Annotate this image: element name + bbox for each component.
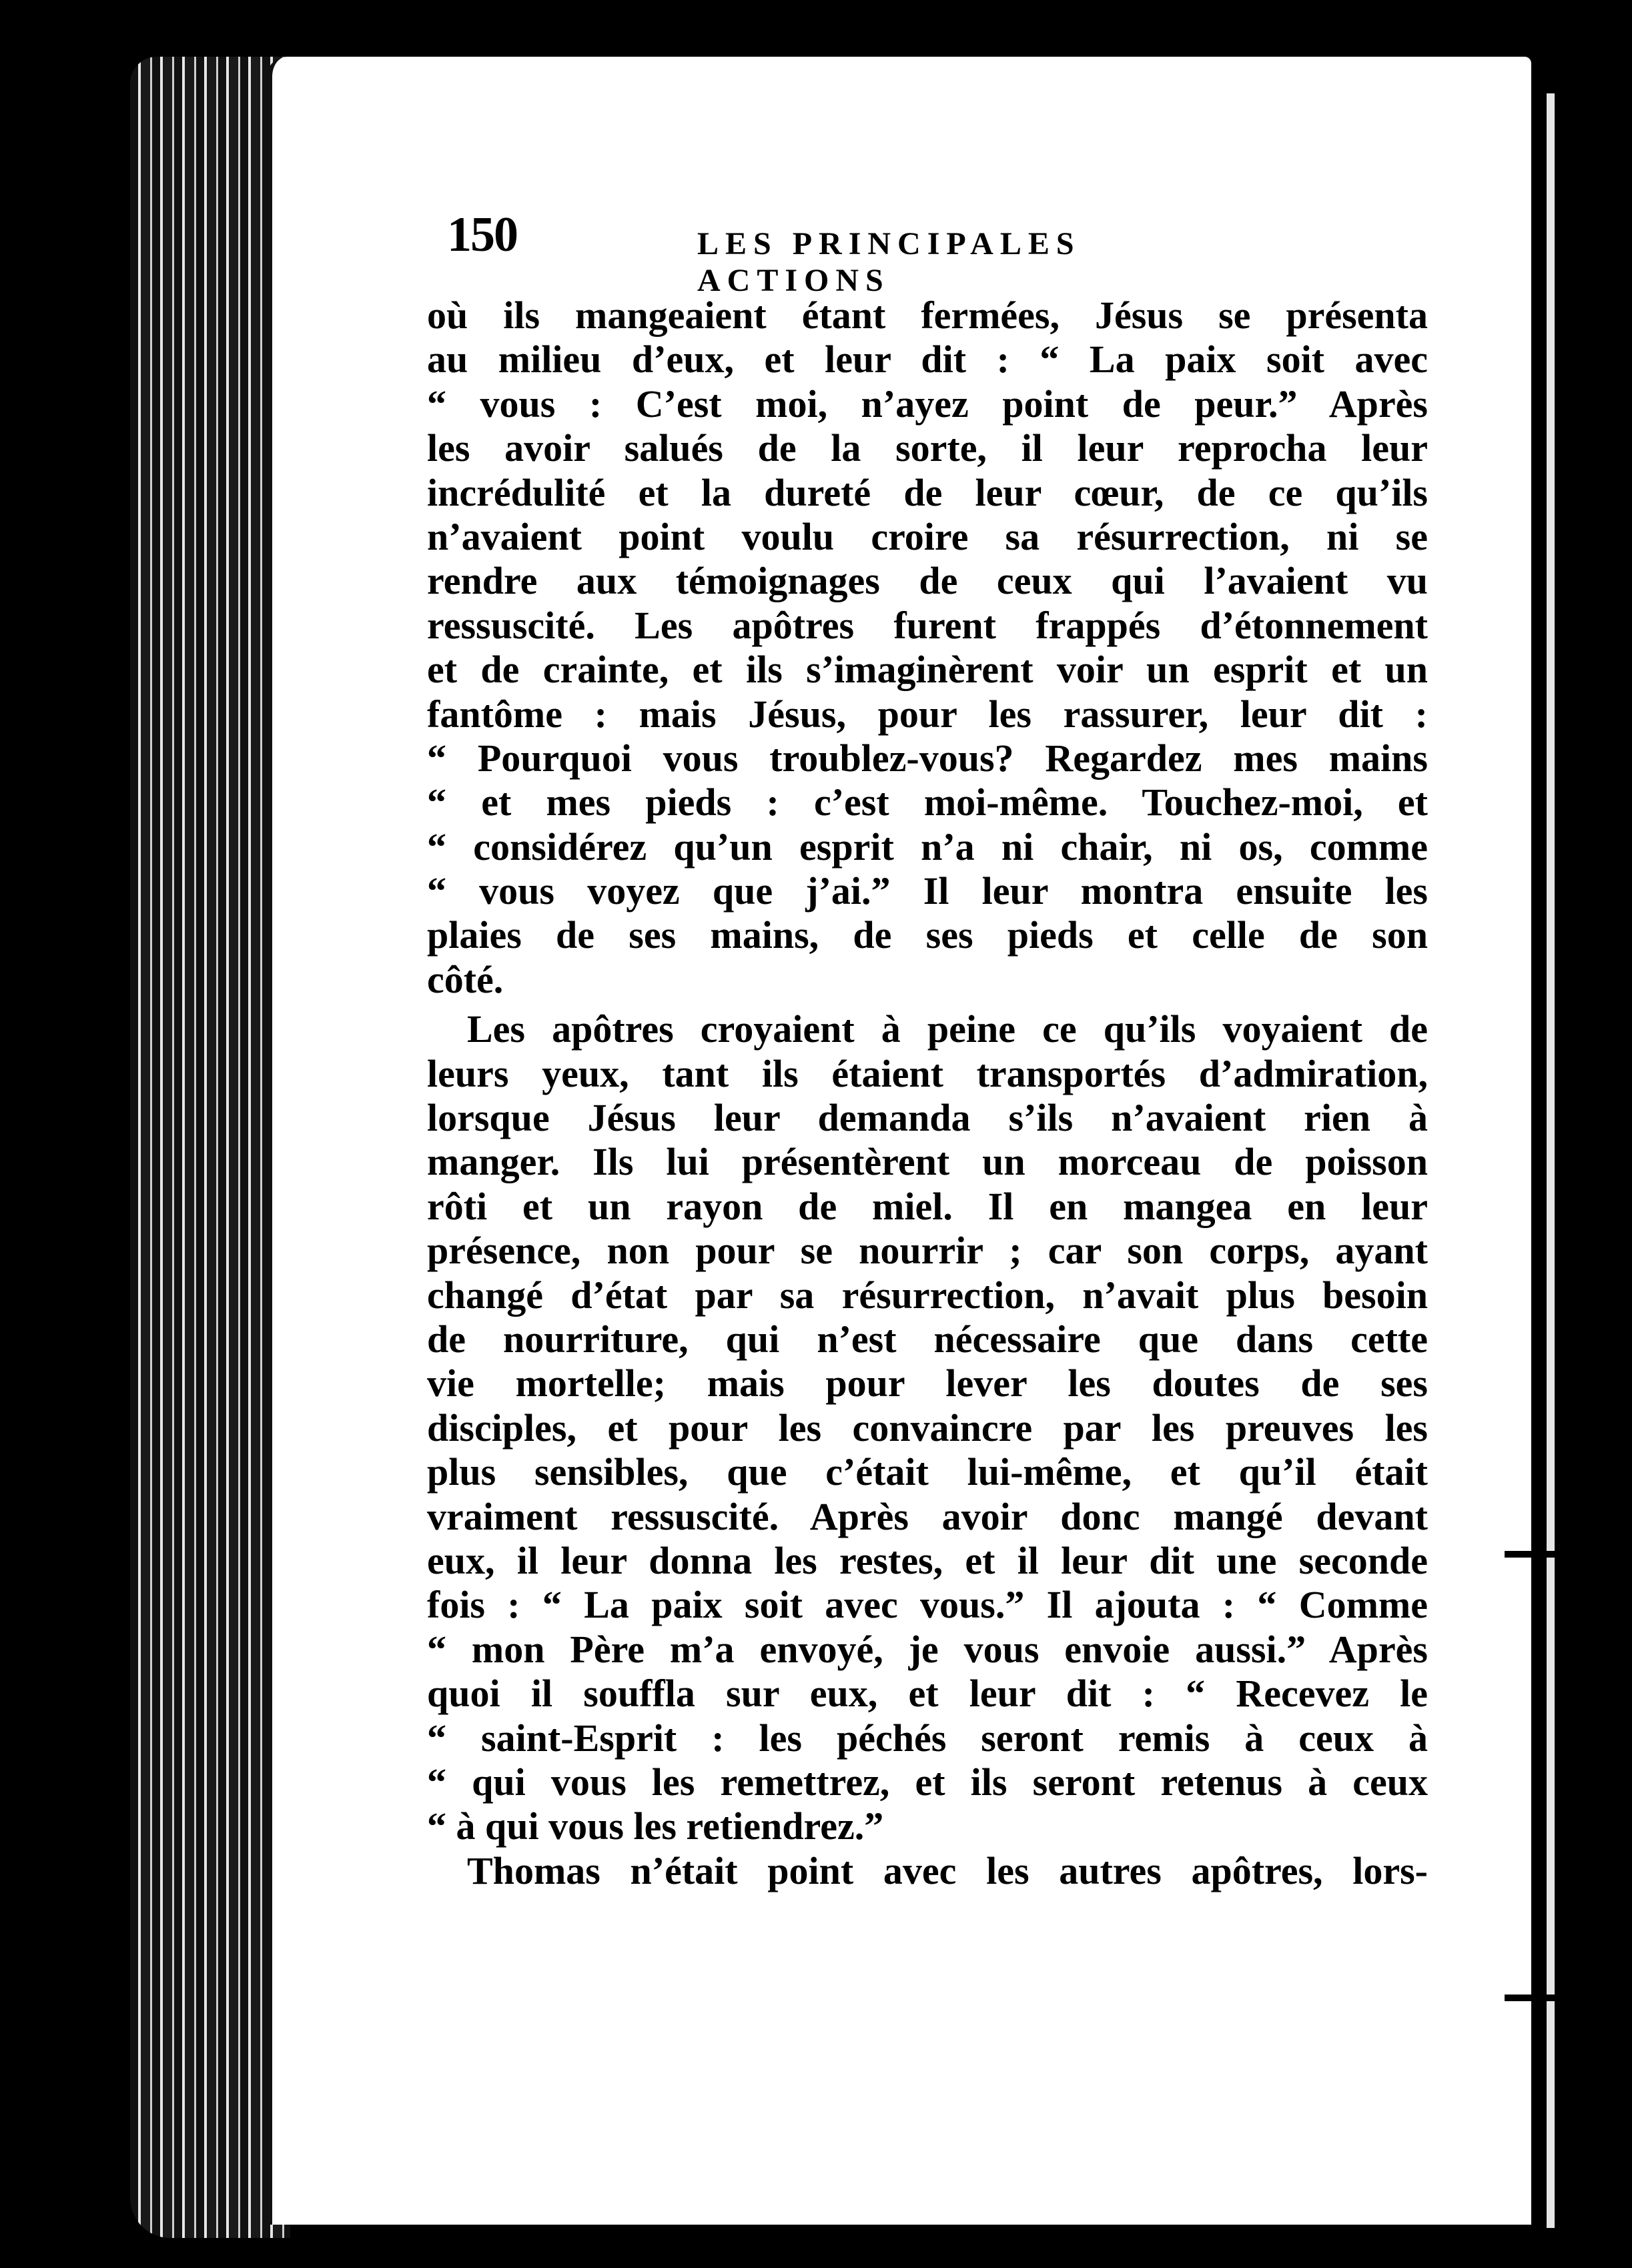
text-line: “ à qui vous les retiendrez.”	[427, 1804, 884, 1848]
text-line: présence, non pour se nourrir ; car son corps, ayant	[427, 1229, 1428, 1273]
text-line: rendre aux témoignages de ceux qui l’avaient vu	[427, 559, 1428, 603]
body-text	[427, 294, 1428, 1893]
book-page-edges	[130, 57, 290, 2238]
text-line: Les apôtres croyaient à peine ce qu’ils voyaient de	[467, 1007, 1428, 1051]
text-line: “ qui vous les remettrez, et ils seront retenus à ceux	[427, 1760, 1428, 1804]
text-line: “ Pourquoi vous troublez-vous? Regardez mes mains	[427, 736, 1428, 780]
text-line: “ vous : C’est moi, n’ayez point de peur.” Après	[427, 382, 1428, 426]
text-line: vraiment ressuscité. Après avoir donc mangé devant	[427, 1494, 1428, 1538]
margin-mark	[1505, 1995, 1565, 2001]
page-header	[447, 207, 1281, 298]
text-line: ressuscité. Les apôtres furent frappés d’étonnement	[427, 603, 1428, 647]
text-line: fantôme : mais Jésus, pour les rassurer, leur dit :	[427, 692, 1428, 736]
text-line: de nourriture, qui n’est nécessaire que dans cette	[427, 1317, 1428, 1361]
text-line: et de crainte, et ils s’imaginèrent voir un esprit et un	[427, 648, 1428, 692]
facing-page-edge	[1547, 93, 1555, 2228]
paragraph	[427, 1007, 1428, 1848]
paragraph	[427, 294, 1428, 1002]
text-line: Thomas n’était point avec les autres apôtres, lors-	[467, 1848, 1428, 1892]
text-line: où ils mangeaient étant fermées, Jésus se présenta	[427, 294, 1428, 337]
text-line: plaies de ses mains, de ses pieds et celle de son	[427, 913, 1428, 957]
text-line: rôti et un rayon de miel. Il en mangea en leur	[427, 1184, 1428, 1228]
text-line: eux, il leur donna les restes, et il leur dit une seconde	[427, 1538, 1428, 1582]
text-line: quoi il souffla sur eux, et leur dit : “ Recevez le	[427, 1672, 1428, 1716]
text-line: au milieu d’eux, et leur dit : “ La paix soit avec	[427, 338, 1428, 382]
text-line: “ et mes pieds : c’est moi-même. Touchez-moi, et	[427, 780, 1428, 824]
page-number: 150	[447, 207, 517, 262]
margin-mark	[1505, 1551, 1565, 1558]
text-line: les avoir salués de la sorte, il leur reprocha leur	[427, 426, 1428, 470]
text-line: plus sensibles, que c’était lui-même, et qu’il était	[427, 1450, 1428, 1494]
text-line: vie mortelle; mais pour lever les doutes de ses	[427, 1361, 1428, 1405]
text-line: disciples, et pour les convaincre par les preuves les	[427, 1405, 1428, 1450]
paragraph	[427, 1849, 1428, 1893]
text-line: n’avaient point voulu croire sa résurrection, ni se	[427, 514, 1428, 558]
text-line: changé d’état par sa résurrection, n’avait plus besoin	[427, 1273, 1428, 1317]
text-line: fois : “ La paix soit avec vous.” Il ajouta : “ Comme	[427, 1583, 1428, 1627]
text-line: “ saint-Esprit : les péchés seront remis à ceux à	[427, 1716, 1428, 1760]
text-line: lorsque Jésus leur demanda s’ils n’avaient rien à	[427, 1096, 1428, 1140]
text-line: “ vous voyez que j’ai.” Il leur montra ensuite les	[427, 869, 1428, 913]
text-line: manger. Ils lui présentèrent un morceau de poisson	[427, 1140, 1428, 1184]
text-line: “ mon Père m’a envoyé, je vous envoie aussi.” Après	[427, 1627, 1428, 1671]
text-line: incrédulité et la dureté de leur cœur, de ce qu’ils	[427, 470, 1428, 514]
running-head: LES PRINCIPALES ACTIONS	[697, 226, 1081, 298]
text-line: côté.	[427, 957, 504, 1001]
text-line: “ considérez qu’un esprit n’a ni chair, ni os, comme	[427, 824, 1428, 869]
text-line: leurs yeux, tant ils étaient transportés d’admiration,	[427, 1051, 1428, 1095]
